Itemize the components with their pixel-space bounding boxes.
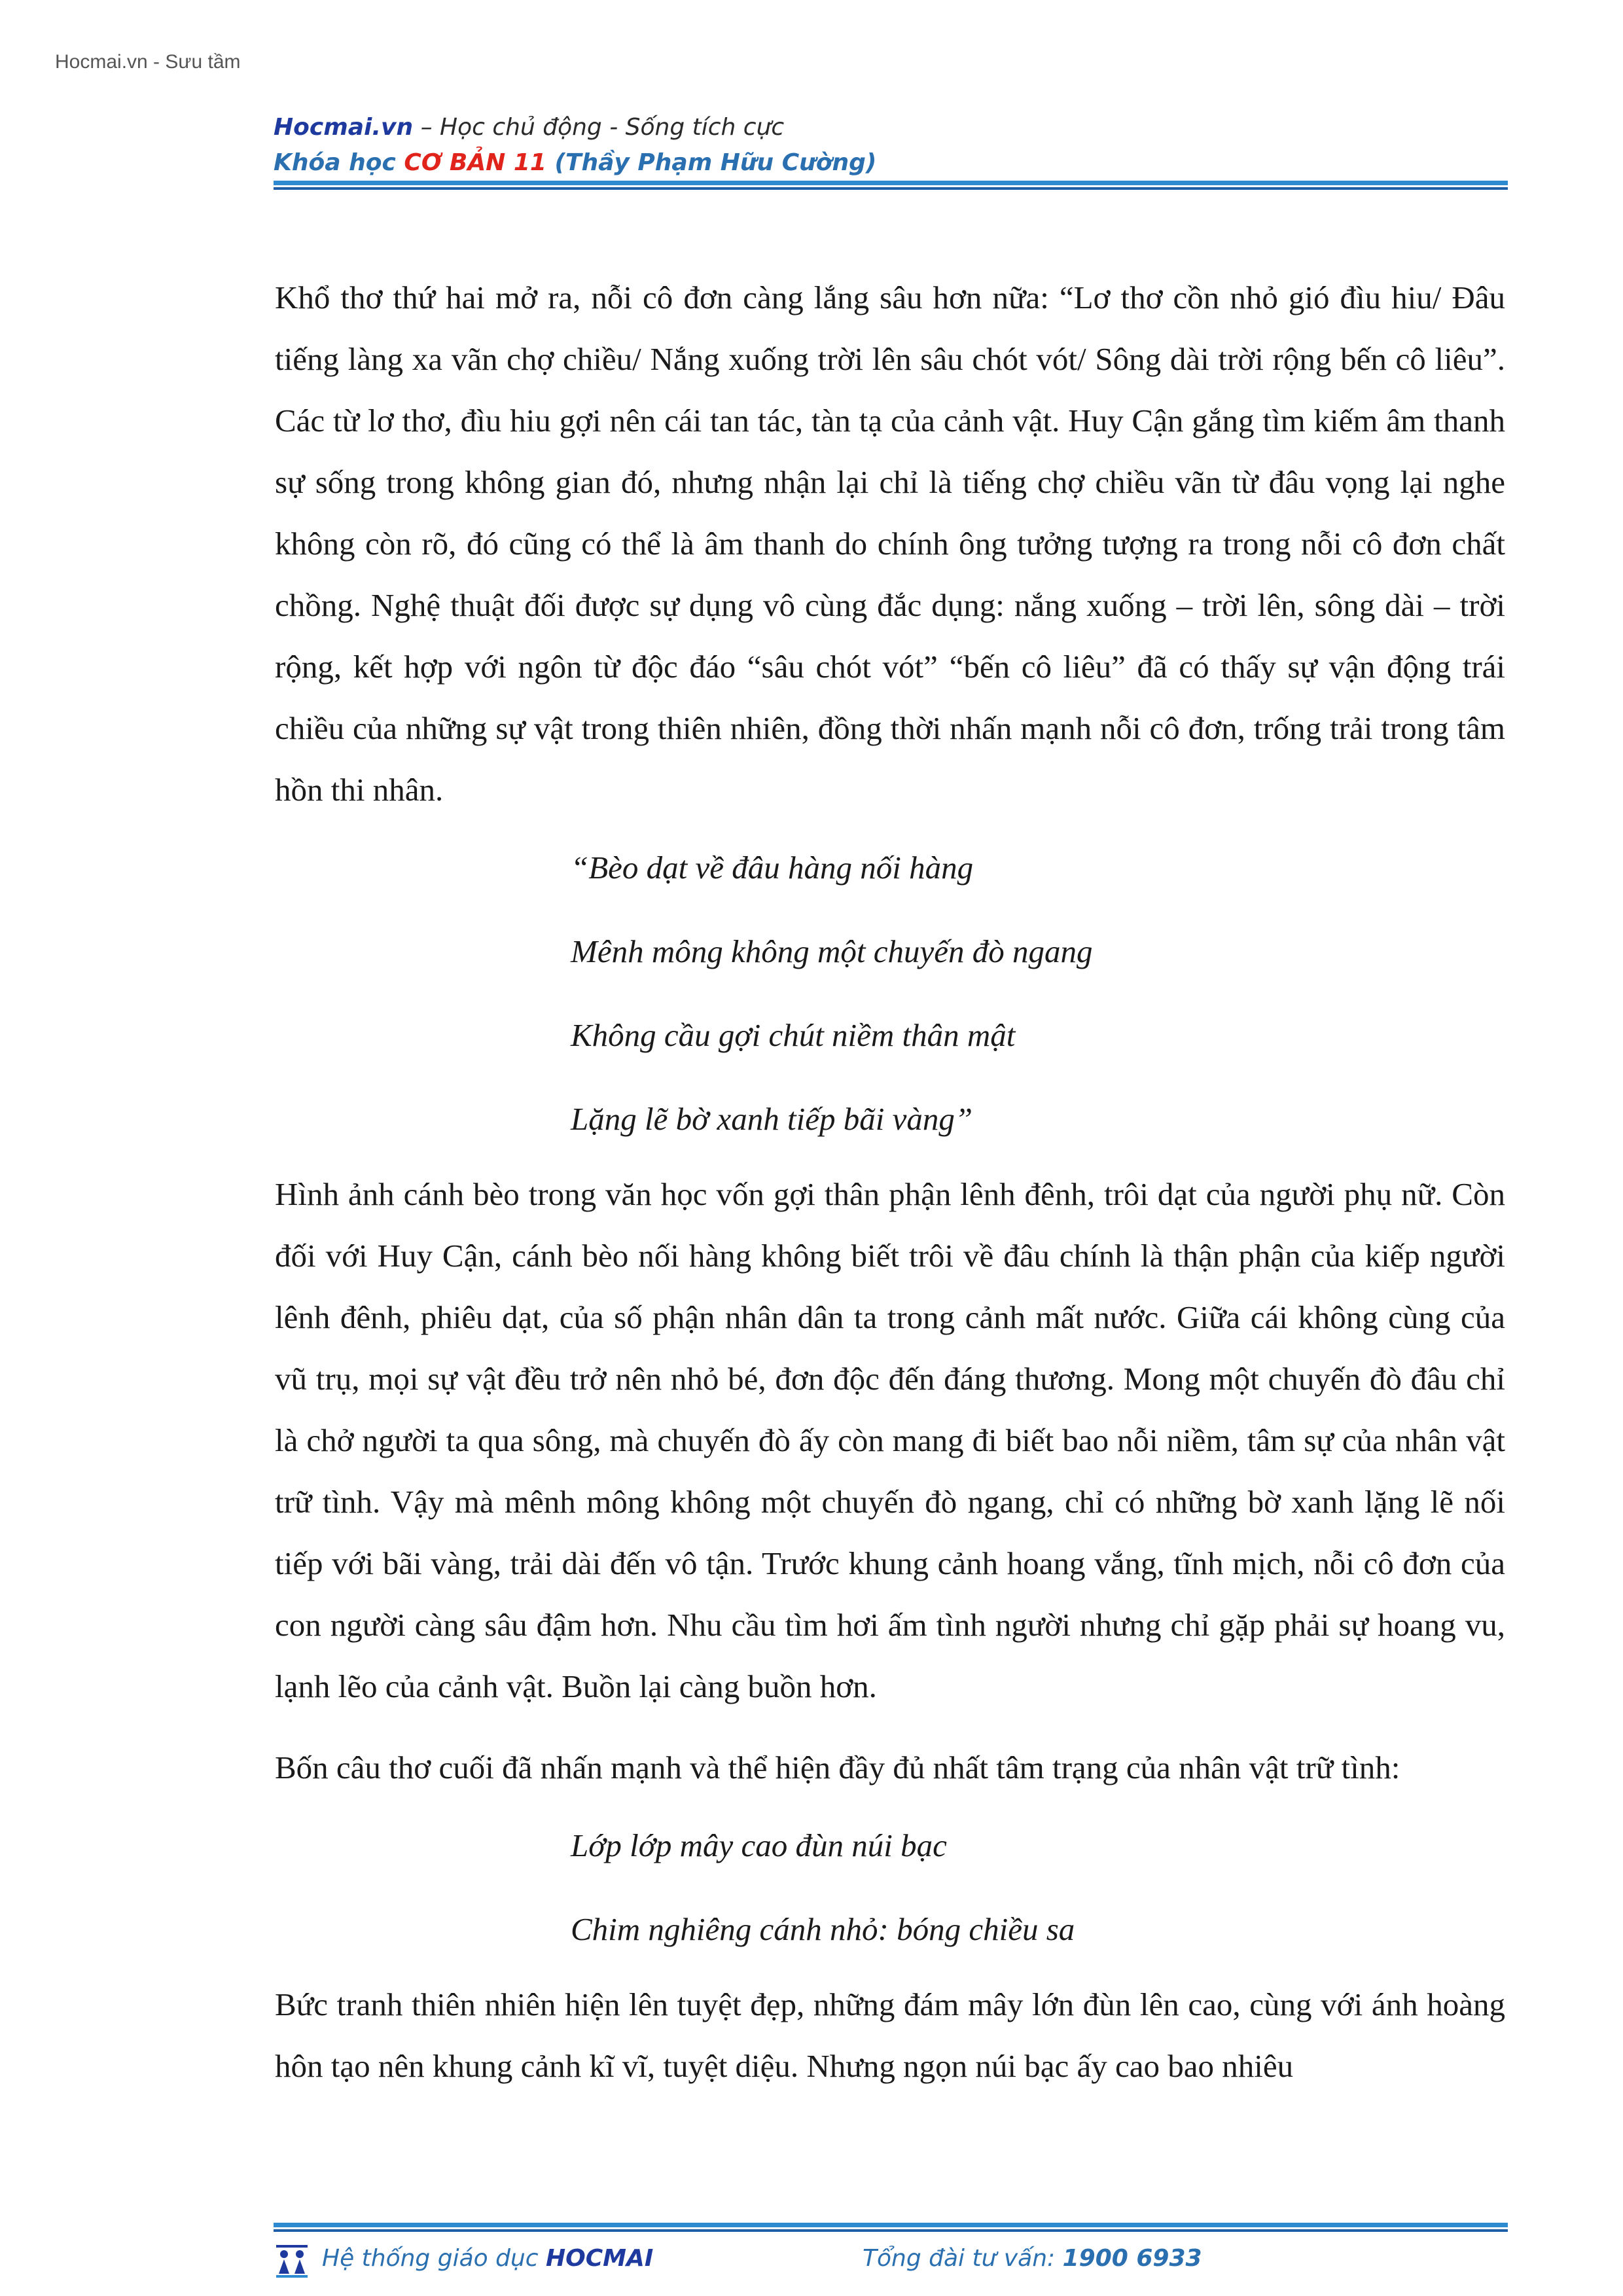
verse-line: Không cầu gợi chút niềm thân mật bbox=[571, 1017, 1016, 1053]
paragraph-2: Hình ảnh cánh bèo trong văn học vốn gợi thân phận lênh đênh, trôi dạt của người phụ nữ. Còn đối với Huy Cận, cánh bèo nối hàng không biết trôi về đâu chính là thận phận của kiếp người lênh đênh, phiêu dạt, của số phận nhân dân ta trong cảnh mất nước. Giữa cái không cùng của vũ trụ, mọi sự vật đều trở nên nhỏ bé, đơn độc đến đáng thương. Mong một chuyến đò đâu chỉ là chở người ta qua sông, mà chuyến đò ấy còn mang đi biết bao nỗi niềm, tâm sự của nhân vật trữ tình. Vậy mà mênh mông không một chuyến đò ngang, chỉ có những bờ xanh lặng lẽ nối tiếp với bãi vàng, trải dài đến vô tận. Trước khung cảnh hoang vắng, tĩnh mịch, nỗi cô đơn của con người càng sâu đậm hơn. Nhu cầu tìm hơi ấm tình người nhưng chỉ gặp phải sự hoang vu, lạnh lẽo của cảnh vật. Buồn lại càng buồn hơn. bbox=[275, 1176, 1505, 1704]
hocmai-logo-icon bbox=[274, 2241, 310, 2280]
verse-line: “Bèo dạt về đâu hàng nối hàng bbox=[571, 850, 974, 886]
header-brand-line bbox=[274, 110, 1504, 145]
verse-block-2 bbox=[275, 1804, 1505, 1971]
brand-name: Hocmai.vn bbox=[274, 114, 414, 141]
footer-system bbox=[322, 2245, 653, 2272]
verse-line: Lớp lớp mây cao đùn núi bạc bbox=[571, 1827, 947, 1863]
verse-block-1 bbox=[275, 826, 1505, 1161]
verse-line: Mênh mông không một chuyến đò ngang bbox=[571, 933, 1093, 969]
header-course-line bbox=[274, 145, 1504, 181]
footer-hotline-number: 1900 6933 bbox=[1062, 2245, 1202, 2272]
source-watermark: Hocmai.vn - Sưu tầm bbox=[55, 51, 241, 73]
document-body bbox=[275, 267, 1505, 2097]
paragraph-1: Khổ thơ thứ hai mở ra, nỗi cô đơn càng lắng sâu hơn nữa: “Lơ thơ cồn nhỏ gió đìu hiu/ Đâu tiếng làng xa vãn chợ chiều/ Nắng xuống trời lên sâu chót vót/ Sông dài trời rộng bến cô liêu”. Các từ lơ thơ, đìu hiu gợi nên cái tan tác, tàn tạ của cảnh vật. Huy Cận gắng tìm kiếm âm thanh sự sống trong không gian đó, nhưng nhận lại chỉ là tiếng chợ chiều vãn từ đâu vọng lại nghe không còn rõ, đó cũng có thể là âm thanh do chính ông tưởng tượng ra trong nỗi cô đơn chất chồng. Nghệ thuật đối được sự dụng vô cùng đắc dụng: nắng xuống – trời lên, sông dài – trời rộng, kết hợp với ngôn từ độc đáo “sâu chót vót” “bến cô liêu” đã có thấy sự vận động trái chiều của những sự vật trong thiên nhiên, đồng thời nhấn mạnh nỗi cô đơn, trống trải trong tâm hồn thi nhân. bbox=[275, 279, 1505, 808]
footer-hotline bbox=[863, 2245, 1202, 2272]
page-header bbox=[274, 110, 1504, 181]
course-teacher: (Thầy Phạm Hữu Cường) bbox=[546, 149, 877, 176]
footer-system-brand: HOCMAI bbox=[546, 2245, 654, 2272]
course-name: CƠ BẢN 11 bbox=[404, 149, 546, 176]
header-divider bbox=[274, 181, 1508, 187]
brand-slogan: – Học chủ động - Sống tích cực bbox=[413, 114, 785, 141]
verse-line: Chim nghiêng cánh nhỏ: bóng chiều sa bbox=[571, 1911, 1075, 1947]
footer-divider bbox=[274, 2223, 1508, 2229]
page-footer bbox=[274, 2238, 1508, 2284]
footer-hotline-label: Tổng đài tư vấn: bbox=[863, 2245, 1063, 2272]
course-prefix: Khóa học bbox=[274, 149, 404, 176]
paragraph-4: Bức tranh thiên nhiên hiện lên tuyệt đẹp, những đám mây lớn đùn lên cao, cùng với ánh hoàng hôn tạo nên khung cảnh kĩ vĩ, tuyệt diệu. Nhưng ngọn núi bạc ấy cao bao nhiêu bbox=[275, 1986, 1505, 2084]
paragraph-3: Bốn câu thơ cuối đã nhấn mạnh và thể hiện đầy đủ nhất tâm trạng của nhân vật trữ tình: bbox=[275, 1749, 1400, 1785]
verse-line: Lặng lẽ bờ xanh tiếp bãi vàng” bbox=[571, 1101, 973, 1137]
footer-system-label: Hệ thống giáo dục bbox=[322, 2245, 546, 2272]
